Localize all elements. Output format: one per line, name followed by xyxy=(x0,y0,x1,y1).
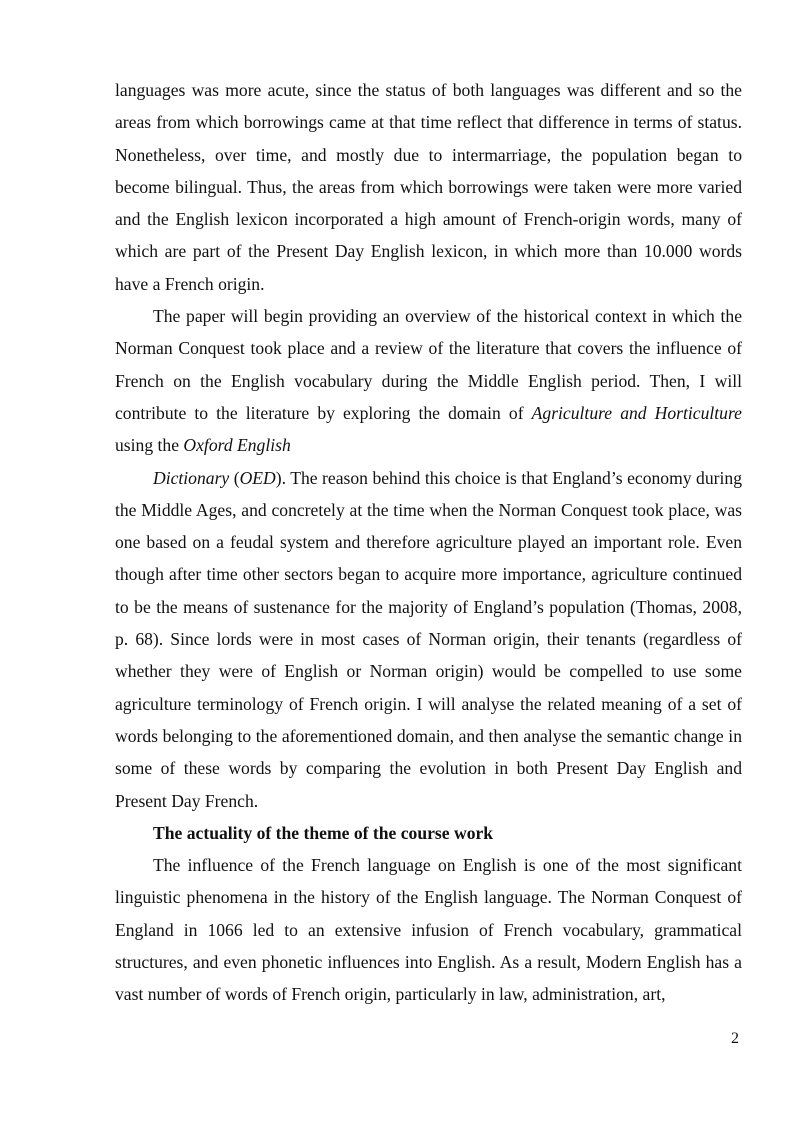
document-page xyxy=(115,74,742,1011)
source-name-italic: Oxford English xyxy=(183,435,291,456)
section-heading: The actuality of the theme of the course work xyxy=(153,822,494,843)
paren-open: ( xyxy=(229,467,240,488)
paragraph-overview-text: The paper will begin providing an overview of the historical context in which the Norman Conquest took place and a review of the literature that covers the influence of French on the English vocabulary during the Middle English period. Then, I will contribute to the literature by exploring the domain of xyxy=(115,306,742,423)
paragraph-actuality: The influence of the French language on English is one of the most significant linguistic phenomena in the history of the English language. The Norman Conquest of England in 1066 led to an extensive infusion of French vocabulary, grammatical structures, and even phonetic influences into English. As a result, Modern English has a vast number of words of French origin, particularly in law, administration, art, xyxy=(115,855,742,1005)
paragraph-rationale-text: ). The reason behind this choice is that England’s economy during the Middle Ages, and concretely at the time when the Norman Conquest took place, was one based on a feudal system and therefore agriculture played an important role. Even though after time other sectors began to acquire more importance, agriculture continued to be the means of sustenance for the majority of England’s population (Thomas, 2008, p. 68). Since lords were in most cases of Norman origin, their tenants (regardless of whether they were of English or Norman origin) would be compelled to use some agriculture terminology of French origin. I will analyse the related meaning of a set of words belonging to the aforementioned domain, and then analyse the semantic change in some of these words by comparing the evolution in both Present Day English and Present Day French. xyxy=(115,467,742,811)
paragraph-overview-connector: using the xyxy=(115,435,184,456)
paragraph-continuation: languages was more acute, since the status of both languages was different and so the areas from which borrowings came at that time reflect that difference in terms of status. Nonetheless, over time, and mostly due to intermarriage, the population began to become bilingual. Thus, the areas from which borrowings were taken were more varied and the English lexicon incorporated a high amount of French-origin words, many of which are part of the Present Day English lexicon, in which more than 10.000 words have a French origin. xyxy=(115,80,742,294)
domain-name-italic: Agriculture and Horticulture xyxy=(531,402,742,423)
dictionary-word-italic: Dictionary xyxy=(153,467,230,488)
oed-abbr-italic: OED xyxy=(239,467,276,488)
page-number: 2 xyxy=(731,1030,739,1047)
paragraph-rationale xyxy=(115,462,742,817)
paragraph-overview xyxy=(115,300,742,461)
